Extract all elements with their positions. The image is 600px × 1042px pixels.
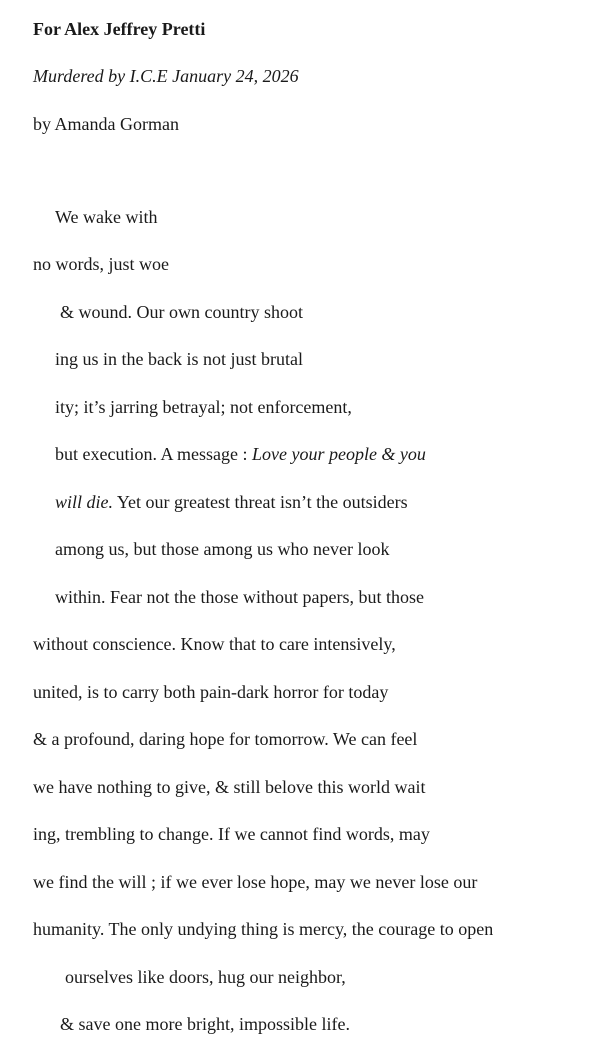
- poem-line: without conscience. Know that to care intensively,: [33, 634, 396, 654]
- poem-line: We wake with: [55, 207, 158, 227]
- poem-line: we have nothing to give, & still belove this world wait: [33, 777, 426, 797]
- poem-line: ity; it’s jarring betrayal; not enforcement,: [55, 397, 352, 417]
- poem-line-text: but execution. A message :: [55, 444, 252, 464]
- poem-line-emphasis: will die.: [55, 492, 113, 512]
- poem-line: humanity. The only undying thing is mercy, the courage to open: [33, 919, 494, 939]
- poem-line: ourselves like doors, hug our neighbor,: [65, 967, 346, 987]
- poem-dedication: Murdered by I.C.E January 24, 2026: [33, 66, 299, 86]
- poem-line: & a profound, daring hope for tomorrow. We can feel: [33, 729, 418, 749]
- poem-line: ing, trembling to change. If we cannot find words, may: [33, 824, 430, 844]
- poem-line: no words, just woe: [33, 254, 169, 274]
- poem-title: For Alex Jeffrey Pretti: [33, 19, 206, 39]
- poem-byline: by Amanda Gorman: [33, 114, 179, 134]
- poem-line: united, is to carry both pain-dark horror for today: [33, 682, 389, 702]
- poem-line: within. Fear not the those without papers, but those: [55, 587, 424, 607]
- poem-line: & wound. Our own country shoot: [60, 302, 303, 322]
- poem-line: among us, but those among us who never look: [55, 539, 390, 559]
- poem-line-emphasis: Love your people & you: [251, 444, 426, 464]
- poem-line: we find the will ; if we ever lose hope, may we never lose our: [33, 872, 478, 892]
- poem-line: & save one more bright, impossible life.: [60, 1014, 350, 1034]
- poem-line: ing us in the back is not just brutal: [55, 349, 303, 369]
- poem-line: [55, 491, 408, 513]
- poem-line-text: Yet our greatest threat isn’t the outsiders: [113, 492, 408, 512]
- poem-line: [55, 443, 426, 465]
